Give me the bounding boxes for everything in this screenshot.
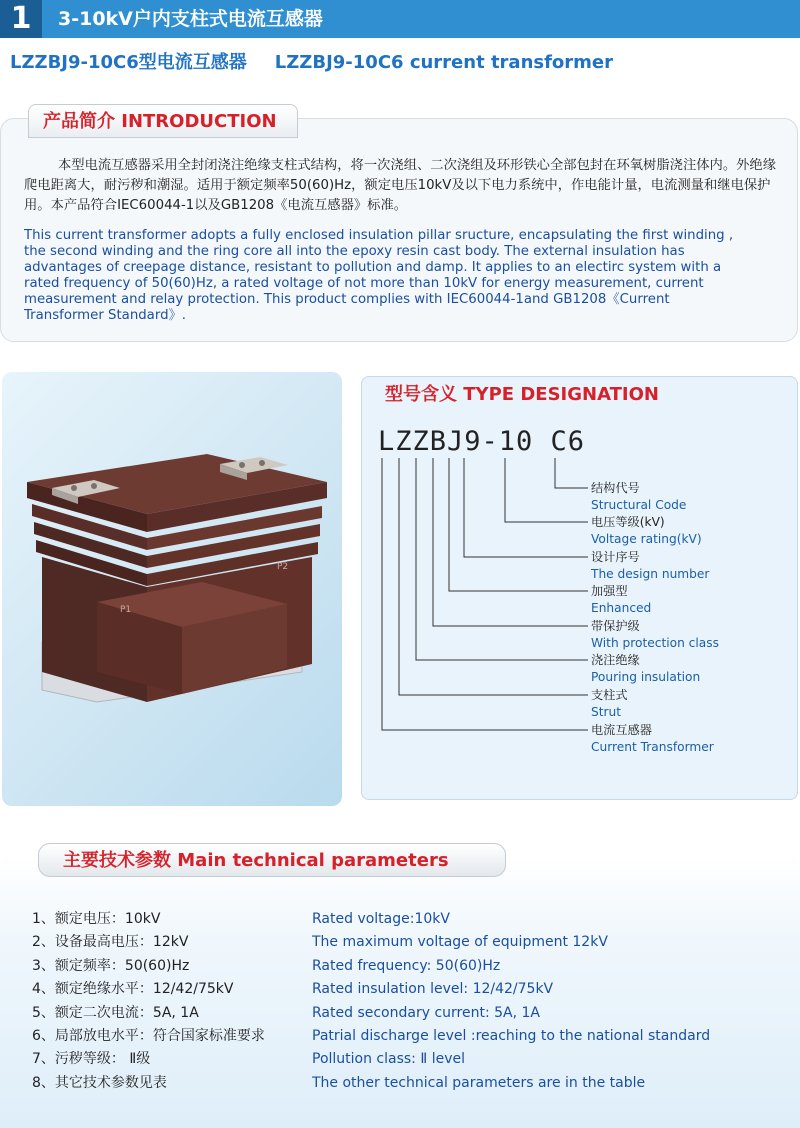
designation-item-en: The design number xyxy=(591,567,710,581)
parameter-cn: 7、污秽等级： Ⅱ级 xyxy=(32,1051,151,1067)
designation-item-strut xyxy=(591,687,628,721)
current-transformer-illustration xyxy=(2,372,342,806)
parameter-en: Rated frequency: 50(60)Hz xyxy=(312,958,501,974)
designation-item-en: Structural Code xyxy=(591,498,687,512)
parameter-row xyxy=(0,908,800,931)
parameters-heading xyxy=(38,843,506,877)
model-title-cn: LZZBJ9-10C6型电流互感器 xyxy=(10,52,247,73)
section-title: 3-10kV户内支柱式电流互感器 xyxy=(58,8,323,30)
introduction-line-en: rated frequency of 50(60)Hz, a rated voltage of not more than 10kV for energy measurement, current xyxy=(24,276,704,291)
designation-item-cn: 结构代号 xyxy=(591,481,640,495)
terminal-mark-p2: P2 xyxy=(277,562,289,572)
designation-item-cn: 浇注绝缘 xyxy=(591,653,640,667)
designation-item-en: Enhanced xyxy=(591,601,652,615)
introduction-line-en: Transformer Standard》. xyxy=(24,308,187,323)
section-number: 1 xyxy=(0,0,42,38)
designation-item-en: Strut xyxy=(591,705,622,719)
parameter-row xyxy=(0,955,800,978)
parameter-row xyxy=(0,931,800,954)
parameter-row xyxy=(0,1002,800,1025)
parameter-en: The maximum voltage of equipment 12kV xyxy=(312,934,608,950)
designation-item-voltage xyxy=(591,514,702,548)
introduction-line-en: measurement and relay protection. This product complies with IEC60044-1and GB1208《Current xyxy=(24,292,670,307)
parameter-en: Rated secondary current: 5A, 1A xyxy=(312,1005,540,1021)
designation-item-cn: 加强型 xyxy=(591,584,628,598)
model-code: LZZBJ9-10 C6 xyxy=(378,426,586,457)
designation-item-design-number xyxy=(591,549,709,583)
designation-item-enhanced xyxy=(591,583,651,617)
parameter-row xyxy=(0,1072,800,1095)
parameter-cn: 4、额定绝缘水平：12/42/75kV xyxy=(32,981,234,997)
designation-item-cn: 电流互感器 xyxy=(591,723,652,737)
parameter-en: Patrial discharge level :reaching to the national standard xyxy=(312,1028,711,1044)
introduction-line-en: advantages of creepage distance, resistant to pollution and damp. It applies to an electirc system with a xyxy=(24,260,722,275)
model-title xyxy=(10,48,613,74)
designation-item-pouring-insulation xyxy=(591,652,700,686)
model-title-en: LZZBJ9-10C6 current transformer xyxy=(274,52,614,73)
parameter-en: Rated insulation level: 12/42/75kV xyxy=(312,981,554,997)
introduction-line-en: the second winding and the ring core all into the epoxy resin cast body. The external insulation has xyxy=(24,244,685,259)
parameter-cn: 3、额定频率：50(60)Hz xyxy=(32,958,190,974)
parameter-row xyxy=(0,978,800,1001)
designation-item-structural-code xyxy=(591,480,686,514)
introduction-text-en xyxy=(24,228,794,324)
introduction-line-en: This current transformer adopts a fully enclosed insulation pillar sructure, encapsulating the first winding , xyxy=(24,228,734,243)
designation-item-en: Voltage rating(kV) xyxy=(591,532,702,546)
parameter-cn: 5、额定二次电流：5A, 1A xyxy=(32,1005,199,1021)
parameter-en: Pollution class: Ⅱ level xyxy=(312,1051,465,1067)
designation-item-cn: 支柱式 xyxy=(591,688,628,702)
parameters-heading-text: 主要技术参数 Main technical parameters xyxy=(63,850,449,871)
parameter-cn: 6、局部放电水平：符合国家标准要求 xyxy=(32,1028,265,1044)
designation-item-protection-class xyxy=(591,618,719,652)
parameter-en: The other technical parameters are in the table xyxy=(312,1075,646,1091)
terminal-mark-p1: P1 xyxy=(120,605,132,615)
parameter-cn: 8、其它技术参数见表 xyxy=(32,1075,167,1091)
designation-item-en: With protection class xyxy=(591,636,719,650)
designation-item-cn: 带保护级 xyxy=(591,619,640,633)
designation-item-cn: 电压等级(kV) xyxy=(591,515,665,529)
parameter-cn: 2、设备最高电压：12kV xyxy=(32,934,189,950)
introduction-heading: 产品简介 INTRODUCTION xyxy=(28,104,298,138)
designation-item-current-transformer xyxy=(591,722,714,756)
designation-item-en: Pouring insulation xyxy=(591,670,701,684)
parameter-row xyxy=(0,1025,800,1048)
parameter-cn: 1、额定电压：10kV xyxy=(32,911,161,927)
parameter-row xyxy=(0,1048,800,1071)
parameter-en: Rated voltage:10kV xyxy=(312,911,450,927)
introduction-paragraph-cn: 本型电流互感器采用全封闭浇注绝缘支柱式结构，将一次浇组、二次浇组及环形铁心全部包封在环氧树脂浇注体内。外绝缘爬电距离大，耐污秽和潮湿。适用于额定频率50(60)Hz，额定电压10kV及以下电力系统中，作电能计量，电流测量和继电保护用。本产品符合IEC60044-1以及GB1208《电流互感器》标准。 xyxy=(24,158,777,213)
designation-item-cn: 设计序号 xyxy=(591,550,640,564)
type-designation-heading: 型号含义 TYPE DESIGNATION xyxy=(385,384,659,405)
designation-item-en: Current Transformer xyxy=(591,740,714,754)
introduction-text-cn xyxy=(24,156,784,216)
product-photo xyxy=(2,372,342,806)
